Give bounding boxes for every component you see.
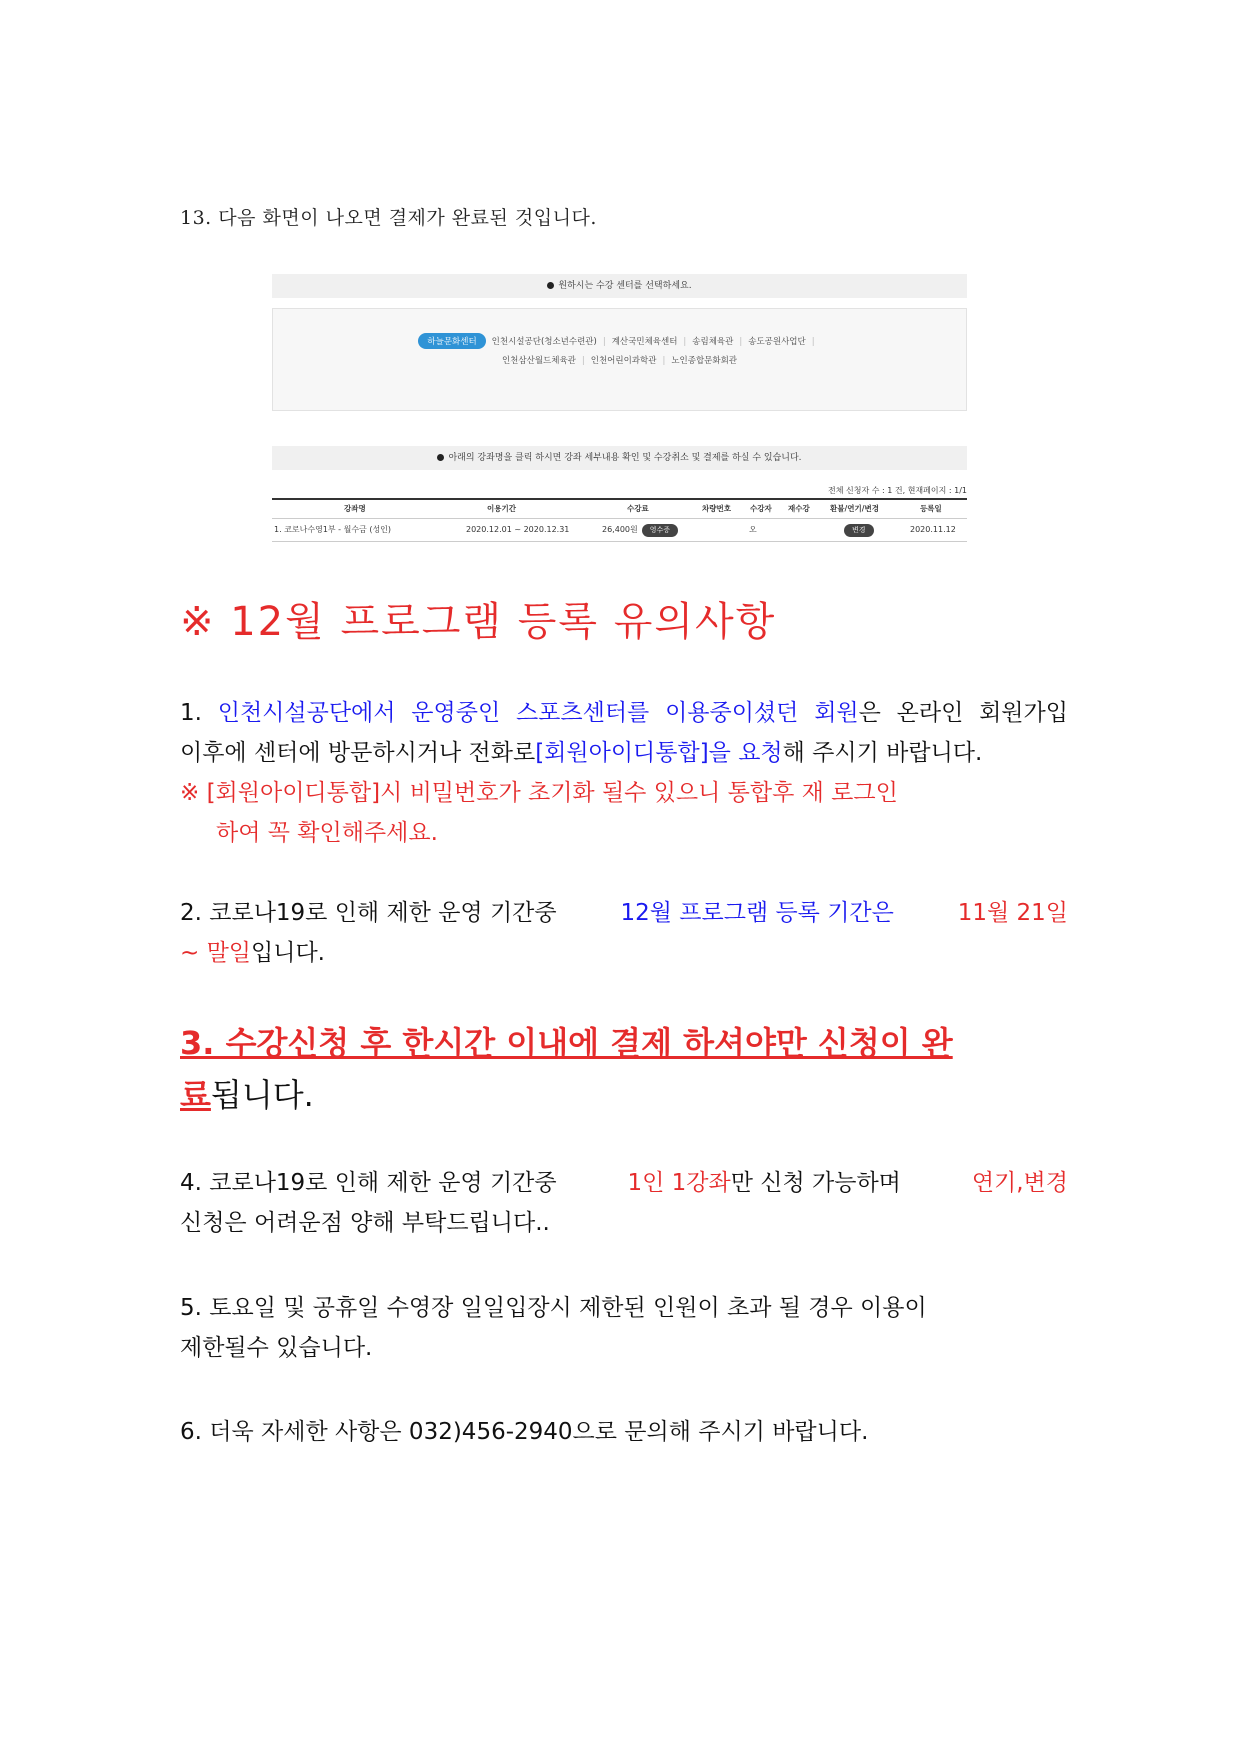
center-tab[interactable]: 송림체육관 bbox=[692, 337, 734, 347]
bullet-icon bbox=[437, 454, 444, 461]
col-student: 수강자 bbox=[750, 504, 772, 513]
center-tab[interactable]: 송도공원사업단 bbox=[748, 337, 806, 347]
row-regdate: 2020.11.12 bbox=[910, 525, 956, 534]
col-fee: 수강료 bbox=[627, 504, 649, 513]
col-refund: 환불/연기/변경 bbox=[830, 504, 879, 513]
row-student: 오 bbox=[749, 525, 757, 534]
col-regdate: 등록일 bbox=[920, 504, 942, 513]
center-prompt: 원하시는 수강 센터를 선택하세요. bbox=[558, 281, 692, 291]
notice-title: ※ 12월 프로그램 등록 유의사항 bbox=[180, 599, 777, 645]
notice-item-5: 5. 토요일 및 공휴일 수영장 일일입장시 제한된 인원이 초과 될 경우 이용이 제한될수 있습니다. bbox=[180, 1295, 927, 1361]
center-prompt-bar bbox=[272, 274, 967, 298]
row-fee-wrap bbox=[602, 519, 678, 541]
center-tab-active[interactable]: 하늘문화센터 bbox=[418, 333, 485, 349]
notice-item-4: 4. 코로나19로 인해 제한 운영 기간중 1인 1강좌만 신청 가능하며 연기,변경 신청은 어려운점 양해 부탁드립니다.. bbox=[180, 1170, 1068, 1236]
bullet-icon bbox=[547, 282, 554, 289]
center-selector bbox=[272, 308, 967, 411]
course-prompt: 아래의 강좌명을 클릭 하시면 강좌 세부내용 확인 및 수강취소 및 결제를 하실 수 있습니다. bbox=[448, 453, 802, 463]
col-course: 강좌명 bbox=[344, 504, 366, 513]
row-period: 2020.12.01 ~ 2020.12.31 bbox=[466, 525, 570, 534]
row-fee: 26,400원 bbox=[602, 525, 638, 534]
table-row bbox=[272, 519, 967, 542]
center-row-1: 하늘문화센터 인천시설공단(청소년수련관) | 계산국민체육센터 | 송림체육관 | 송도공원사업단 | bbox=[273, 333, 966, 349]
row-change-wrap bbox=[840, 519, 874, 541]
center-row-2: 인천삼산월드체육관 | 인천어린이과학관 | 노인종합문화회관 bbox=[501, 356, 738, 366]
table-header bbox=[272, 498, 967, 519]
notice-item-1-line-1: 1. 인천시설공단에서 운영중인 스포츠센터를 이용중이셨던 회원은 온라인 회원가입 bbox=[180, 700, 1068, 726]
notice-item-1-warning-cont: 하여 꼭 확인해주세요. bbox=[216, 820, 438, 846]
change-button[interactable]: 변경 bbox=[844, 524, 874, 537]
col-period: 이용기간 bbox=[487, 504, 516, 513]
payment-complete-screenshot bbox=[272, 274, 967, 550]
step-13-text: 13. 다음 화면이 나오면 결제가 완료된 것입니다. bbox=[180, 207, 597, 229]
notice-item-1 bbox=[180, 693, 1068, 853]
application-summary: 전체 신청자 수 : 1 건, 현재페이지 : 1/1 bbox=[828, 486, 967, 495]
col-car: 차량번호 bbox=[702, 504, 731, 513]
notice-item-1-warning: ※ [회원아이디통합]시 비밀번호가 초기화 될수 있으니 통합후 재 로그인 bbox=[180, 780, 898, 806]
center-tab[interactable]: 인천시설공단(청소년수련관) bbox=[491, 337, 597, 347]
center-tab[interactable]: 인천어린이과학관 bbox=[590, 356, 657, 366]
center-tab[interactable]: 인천삼산월드체육관 bbox=[501, 356, 576, 366]
course-prompt-bar bbox=[272, 446, 967, 470]
notice-item-2: 2. 코로나19로 인해 제한 운영 기간중 12월 프로그램 등록 기간은 11월 21일 ~ 말일 입니다. bbox=[180, 900, 1068, 966]
col-reenroll: 재수강 bbox=[788, 504, 810, 513]
center-tab[interactable]: 계산국민체육센터 bbox=[611, 337, 678, 347]
receipt-button[interactable]: 영수증 bbox=[642, 524, 678, 537]
row-course[interactable]: 1. 코로나수영1부 - 월수금 (성인) bbox=[274, 525, 392, 534]
notice-item-3: 3. 수강신청 후 한시간 이내에 결제 하셔야만 신청이 완 료 됩니다. bbox=[180, 1024, 953, 1114]
center-tab[interactable]: 노인종합문화회관 bbox=[671, 356, 738, 366]
notice-item-1-line-2: 이후에 센터에 방문하시거나 전화로 [회원아이디통합]을 요청 해 주시기 바랍니다. bbox=[180, 740, 983, 766]
notice-item-6: 6. 더욱 자세한 사항은 032)456-2940으로 문의해 주시기 바랍니다. bbox=[180, 1419, 869, 1445]
